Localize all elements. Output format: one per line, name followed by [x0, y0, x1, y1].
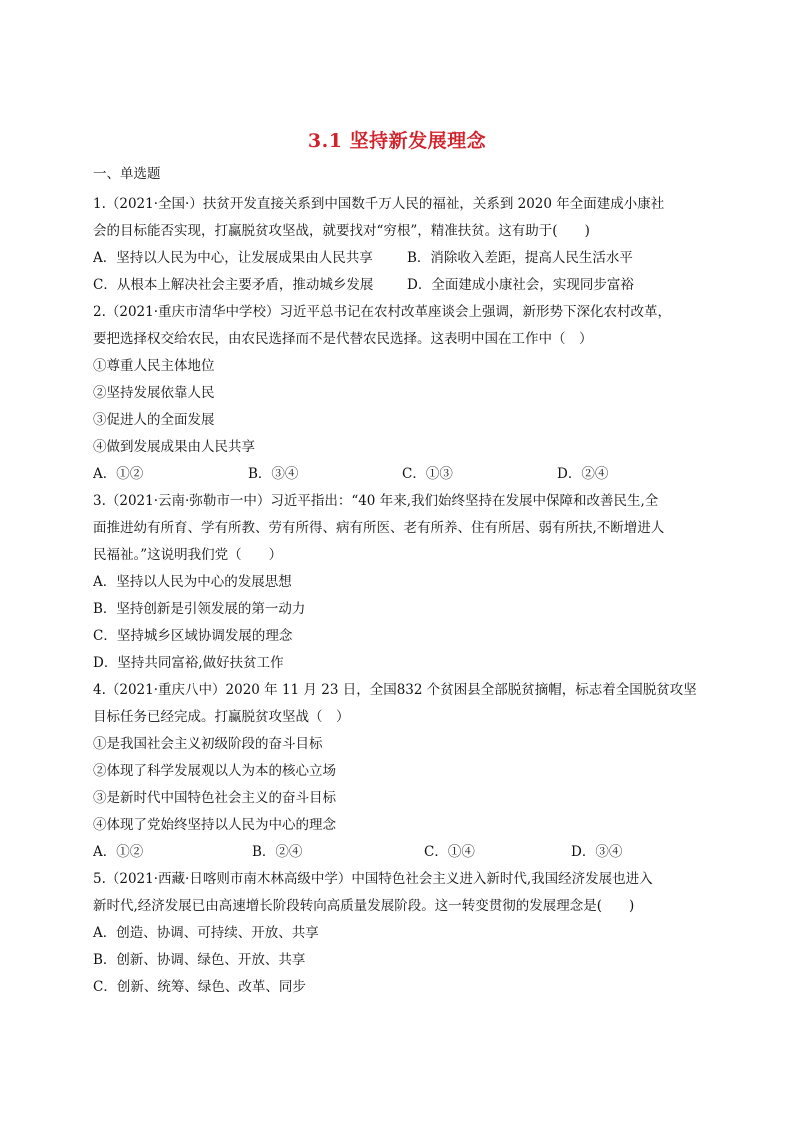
question-4-stem-line-2: 目标任务已经完成。打赢脱贫攻坚战（ ）: [93, 709, 350, 725]
question-4: [93, 677, 709, 866]
question-3: [93, 488, 709, 677]
question-2-stem-line-2: 要把选择权交给农民，由农民选择而不是代替农民选择。这表明中国在工作中（ ）: [93, 331, 593, 347]
question-2-statement-1: ①尊重人民主体地位: [93, 358, 215, 374]
question-2-statement-2: ②坚持发展依靠人民: [93, 385, 215, 401]
question-1: [93, 191, 709, 299]
question-1-option-a: A．坚持以人民为中心，让发展成果由人民共享: [93, 250, 373, 266]
question-2-statement-3: ③促进人的全面发展: [93, 412, 215, 428]
question-2-option-b: B．③④: [248, 466, 299, 482]
question-4-options: [93, 839, 709, 866]
question-5-option-b: B．创新、协调、绿色、开放、共享: [93, 952, 306, 968]
question-5-option-c: C．创新、统筹、绿色、改革、同步: [93, 979, 306, 995]
question-2-option-c: C．①③: [402, 466, 453, 482]
section-heading: 一、单选题: [93, 166, 161, 182]
question-3-stem-line-2: 面推进幼有所育、学有所教、劳有所得、病有所医、老有所养、住有所居、弱有所扶,不断增进人: [93, 520, 665, 536]
document-body: [93, 164, 709, 1001]
question-3-stem-line-3: 民福祉。”这说明我们党（ ）: [93, 547, 283, 563]
question-2-option-d: D．②④: [557, 466, 609, 482]
question-3-option-b: B．坚持创新是引领发展的第一动力: [93, 601, 306, 617]
question-1-option-c: C．从根本上解决社会主要矛盾，推动城乡发展: [93, 277, 374, 293]
question-4-option-d: D．③④: [571, 844, 623, 860]
question-1-stem-line-1: 1.（2021·全国·）扶贫开发直接关系到中国数千万人民的福祉，关系到 2020 年全面建成小康社: [93, 196, 665, 212]
question-2-stem-line-1: 2.（2021·重庆市清华中学校）习近平总书记在农村改革座谈会上强调，新形势下深化农村改革，: [93, 304, 672, 320]
question-5-stem-line-2: 新时代,经济发展已由高速增长阶段转向高质量发展阶段。这一转变贯彻的发展理念是( ): [93, 898, 635, 914]
question-2-options: [93, 461, 709, 488]
question-4-statement-4: ④体现了党始终坚持以人民为中心的理念: [93, 817, 336, 833]
question-5-option-a: A．创造、协调、可持续、开放、共享: [93, 925, 319, 941]
question-3-option-c: C．坚持城乡区域协调发展的理念: [93, 628, 293, 644]
question-3-stem-line-1: 3.（2021·云南·弥勒市一中）习近平指出：“40 年来,我们始终坚持在发展中保障和改善民生,全: [93, 493, 659, 509]
question-4-option-a: A．①②: [93, 844, 144, 860]
question-1-option-d: D．全面建成小康社会，实现同步富裕: [407, 277, 634, 293]
question-1-option-b: B．消除收入差距，提高人民生活水平: [407, 250, 633, 266]
page-title: 3.1 坚持新发展理念: [307, 130, 487, 152]
question-4-stem-line-1: 4.（2021·重庆八中）2020 年 11 月 23 日，全国832 个贫困县全部脱贫摘帽，标志着全国脱贫攻坚: [93, 682, 697, 698]
question-4-option-b: B．②④: [252, 844, 303, 860]
question-2: [93, 299, 709, 488]
question-5: [93, 866, 709, 1001]
question-2-option-a: A．①②: [93, 466, 144, 482]
question-4-statement-3: ③是新时代中国特色社会主义的奋斗目标: [93, 790, 336, 806]
question-1-options-row-1: [93, 245, 709, 272]
question-5-stem-line-1: 5.（2021·西藏·日喀则市南木林高级中学）中国特色社会主义进入新时代,我国经济发展也进入: [93, 871, 653, 887]
question-4-statement-2: ②体现了科学发展观以人为本的核心立场: [93, 763, 336, 779]
question-3-option-d: D．坚持共同富裕,做好扶贫工作: [93, 655, 284, 671]
question-2-statement-4: ④做到发展成果由人民共享: [93, 439, 255, 455]
question-3-option-a: A．坚持以人民为中心的发展思想: [93, 574, 292, 590]
question-1-stem-line-2: 会的目标能否实现，打赢脱贫攻坚战，就要找对“穷根”，精准扶贫。这有助于( ): [93, 223, 590, 239]
question-4-option-c: C．①④: [424, 844, 475, 860]
question-1-options-row-2: [93, 272, 709, 299]
question-4-statement-1: ①是我国社会主义初级阶段的奋斗目标: [93, 736, 323, 752]
